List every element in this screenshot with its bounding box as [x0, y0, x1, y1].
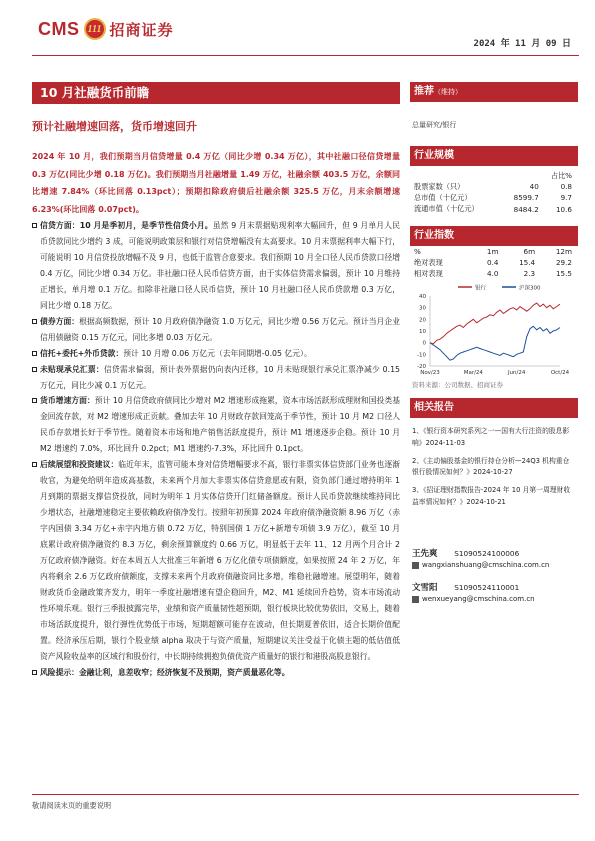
body-content [32, 218, 400, 681]
x-tick-label: Nov/23 [420, 370, 440, 376]
index-table [412, 246, 574, 280]
mail-icon [412, 596, 419, 603]
paragraph-lead: 风险提示： [40, 667, 79, 677]
paragraph-money [32, 393, 400, 457]
paragraph-credit [32, 218, 400, 314]
footer-note: 敬请阅读末页的重要说明 [32, 801, 112, 810]
series-line-bank [430, 303, 560, 344]
index-chart [410, 282, 578, 378]
paragraph-text: 预计 10 月信贷政府债同比少增对 M2 增速形成拖累，资本市场活跃形成理财和国投类基金回流存款，对 M2 增速形成正贡献。叠加去年 10 月财政存款回笼高于季节性，预计 10 月 M2 口径人民币存款增长好于季节性。随着资本市场和地产销售活跃度提升，预计 M1 增速逐步企稳。预计 10 月 M2 增速约 7.0%，环比回升 0.2pct；M1 增速约-7.3%，环比回升 0.1pct。 [40, 396, 400, 454]
logo-badge-icon: 111 [84, 18, 106, 40]
bullet-square-icon [32, 351, 37, 356]
paragraph-text: 临近年末，监管可能本身对信贷增幅要求不高，银行非票实体信贷部门业务也逐渐收官，为避免给明年造成高基数，未来两个月加大非票实体信贷意愿或有限，资负部门通过增持明年 1 月到期的票据支撑信贷投放，同时为明年 1 月实体信贷开门红储备额度。预计人民币贷款继续维持同比少增状态，社融增速稳定主要依赖政府债净发行。按照年初预算 2024 年政府债净融资额 8.96 万亿（赤字内国债 3.34 万亿+赤字内地方债 0.72 万亿，特别国债 1 万亿+新增专项债 3.9 万亿），截至 10 月底累计政府债净融资约 8.3 万亿，剩余预算额度约 0.66 万亿，明显低于去年 11、12 月两个月合计 2 万亿政府债净融资。好在本周五人大批准三年新增 6 万亿化债专项债额度，如果按照 24 年 2 万亿，年内将剩余 2.6 万亿政府债额度，支撑未来两个月政府债融资同比多增，维稳社融增速。展望明年，随着财政货币金融政策齐发力，明年一季度社融增速有望企稳回升，M2、M1 延续回升趋势，资本市场流动性环境乐观。银行三季报披露完毕，业绩和资产质量韧性超预期，银行板块比较优势依旧，交易上，随着市场活跃度提升，银行弹性优势低于市场，短期超额可能存在波动，但长期夏普依旧，适合长期价值配置。经济承压后期，银行个股业绩 alpha 取决于与资产质量，短期建议关注受益于化债主题的低估值低资产风险收益率的区域行和股份行，中长期持续拥抱负债优资产质量好的银行和港股高股息银行。 [40, 460, 401, 661]
rating-sub: （维持） [434, 88, 462, 96]
rating-header [410, 82, 578, 102]
table-row: 相对表现 4.0 2.3 15.5 [414, 268, 572, 279]
index-header: 行业指数 [410, 226, 578, 246]
paragraph-lead: 货币增速方面： [40, 396, 95, 406]
scale-header: 行业规模 [410, 146, 578, 166]
bullet-square-icon [32, 223, 37, 228]
table-header-row [412, 170, 574, 181]
logo-cn-text: 招商证券 [109, 20, 174, 39]
rating-label: 推荐 [414, 86, 434, 97]
scale-col-header: 占比% [550, 170, 572, 180]
paragraph-trust [32, 346, 400, 362]
analyst-name: 王先爽 [412, 549, 438, 559]
y-tick-label: 30 [419, 305, 426, 312]
footer-divider [32, 794, 579, 795]
bullet-square-icon [32, 367, 37, 372]
report-link[interactable]: 2、《主动偏股基金的银行持仓分析—24Q3 机构重仓银行股情况如何？》2024-10-27 [412, 456, 570, 477]
y-tick-label: 0 [422, 340, 426, 347]
page-header [0, 0, 595, 62]
legend-label-bank: 银行 [475, 285, 487, 292]
bullet-square-icon [32, 462, 37, 467]
paragraph-text: 根据高频数据，预计 10 月政府债净融资 1.0 万亿元，同比少增 0.56 万亿元。预计当月企业信用债融资 0.15 万亿元，同比多增 0.03 万亿元。 [40, 316, 400, 342]
paragraph-text: 金融让利，息差收窄；经济恢复不及预期，资产质量恶化等。 [78, 667, 290, 677]
paragraph-bills [32, 362, 400, 394]
paragraph-lead: 信托+委托+外币贷款： [40, 348, 124, 358]
table-row: 总市值（十亿元） 8599.7 9.7 [414, 192, 572, 203]
paragraph-text: 预计 10 月增 0.06 万亿元（去年同期增-0.05 亿元）。 [123, 348, 312, 358]
scale-table [412, 170, 574, 215]
header-divider [32, 55, 579, 56]
bullet-square-icon [32, 319, 37, 324]
table-row: 流通市值（十亿元） 8484.2 10.6 [414, 204, 572, 214]
y-tick-label: 20 [419, 317, 426, 324]
analyst-block [412, 548, 549, 571]
reports-header: 相关报告 [410, 398, 578, 418]
report-title: 10 月社融货币前瞻 [32, 82, 400, 104]
legend-label-hs300: 沪深300 [519, 285, 541, 292]
analyst-email[interactable]: wenxueyang@cmschina.com.cn [422, 595, 535, 603]
paragraph-lead: 信贷方面： [40, 221, 80, 230]
paragraph-text: 虽然 9 月末票据贴现利率大幅回升，但 9 月单月人民币贷款同比少增约 3 成，可能说明政策层和银行对信贷增幅没有太高要求。10 月末票据利率大幅下行，可能说明 10 月信贷投放增幅不及 9 月，也低于监管合意要求。我们预期 10 月全口径人民币贷款口径增 0.4 万亿，同比少增 0.34 万亿。非社融口径人民币信贷方面，由于实体信贷需求偏弱，预计 10 月维持正增长，单月增 0.1 万亿。扣除非社融口径人民币信贷，预计 10 月社融口径人民币贷款增 0.3 万亿，同比少增 0.18 万亿。 [40, 221, 401, 310]
analyst-code: S1090524110001 [454, 583, 520, 592]
bullet-square-icon [32, 398, 37, 403]
paragraph-lead: 未贴现承兑汇票： [40, 364, 104, 374]
x-tick-label: Jun/24 [507, 370, 526, 376]
paragraph-outlook [32, 457, 400, 664]
report-date: 2024 年 11 月 09 日 [473, 39, 571, 49]
cms-logo [38, 18, 174, 40]
analyst-name: 文雪阳 [412, 583, 438, 593]
paragraph-text: 信贷需求偏弱，预计表外票据仍向表内迁移，10 月未贴现银行承兑汇票净减少 0.15 万亿元，同比少减 0.1 万亿元。 [40, 364, 400, 390]
x-tick-label: Oct/24 [550, 370, 570, 376]
paragraph-lead: 后续展望和投资建议： [40, 460, 119, 470]
reports-list [412, 426, 576, 515]
report-subtitle: 预计社融增速回落，货币增速回升 [32, 120, 197, 133]
y-tick-label: -10 [417, 352, 426, 359]
analyst-code: S1090524100006 [454, 549, 520, 558]
bullet-square-icon [32, 670, 37, 675]
paragraph-bonds [32, 314, 400, 346]
summary-paragraph: 2024 年 10 月，我们预期当月信贷增量 0.4 万亿（同比少增 0.34 万亿），其中社融口径信贷增量 0.3 万亿(同比少增 0.18 万亿)。我们预期当月社融增量 1.49 万亿，社融余额 403.5 万亿，余额同比增速 7.84%（环比回落 0.13pct）；预期扣除政府债后社融余额 325.5 万亿，月末余额增速 6.23%(环比回落 0.07pct)。 [32, 152, 400, 214]
paragraph-lead-sub: 10 月是季初月，是季节性信贷小月。 [79, 221, 213, 230]
report-link[interactable]: 3、《招证理财指数报告-2024 年 10 月第一周理财收益率情况如何？》2024-10-21 [412, 486, 571, 506]
table-row: 绝对表现 0.4 15.4 29.2 [414, 257, 572, 268]
logo-cms-text: CMS [38, 18, 80, 39]
industry-label: 总量研究/银行 [412, 121, 457, 129]
y-tick-label: -20 [417, 364, 426, 370]
analyst-email[interactable]: wangxianshuang@cmschina.com.cn [422, 561, 550, 569]
y-tick-label: 40 [419, 294, 426, 300]
paragraph-risk [32, 665, 400, 681]
mail-icon [412, 562, 419, 569]
paragraph-lead: 债券方面： [40, 316, 80, 326]
chart-source: 资料来源：公司数据、招商证券 [412, 381, 503, 389]
table-row: 股票家数（只） 40 0.8 [414, 181, 572, 192]
x-tick-label: Mar/24 [463, 370, 483, 376]
report-link[interactable]: 1、《银行资本研究系列之一—国有大行注资的股息影响》2024-11-03 [412, 427, 570, 447]
y-tick-label: 10 [419, 329, 426, 335]
table-header-row: % 1m 6m 12m [414, 247, 572, 257]
analyst-block [412, 582, 535, 605]
